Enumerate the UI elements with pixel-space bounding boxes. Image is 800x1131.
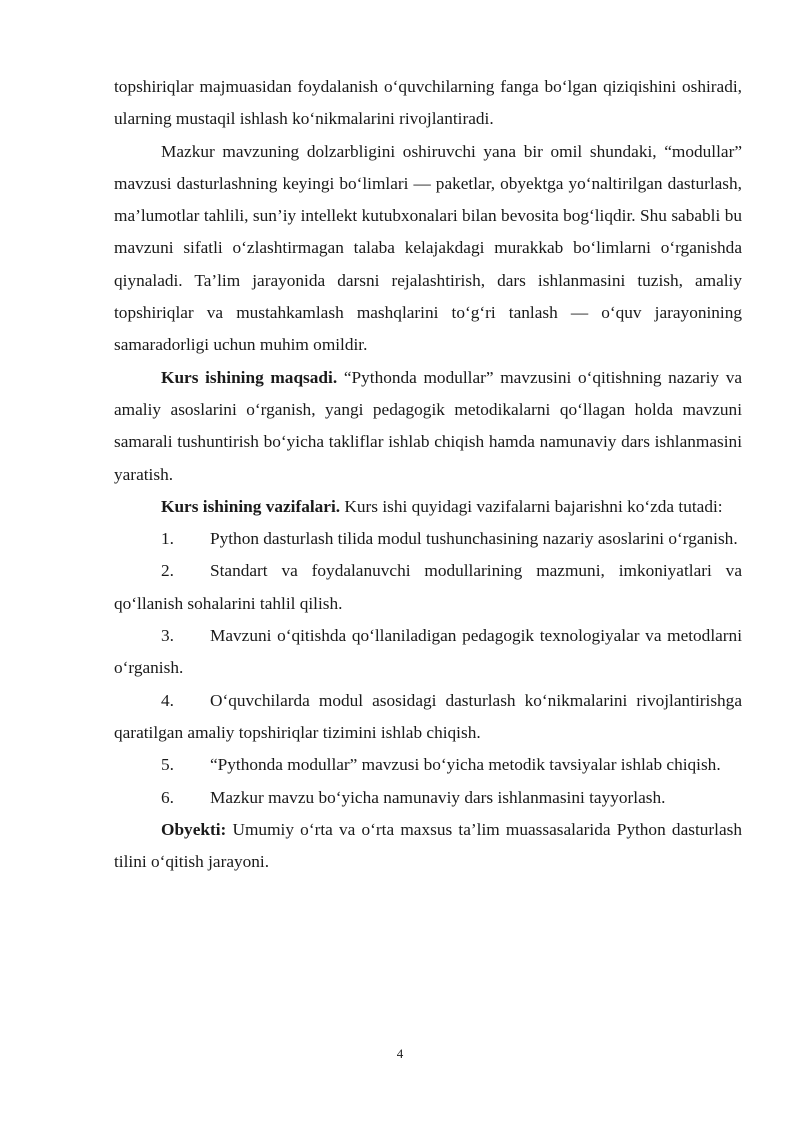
- paragraph-relevance: Mazkur mavzuning dolzarbligini oshiruvchi yana bir omil shundaki, “modullar” mavzusi dasturlashning keyingi bo‘limlari — paketlar, obyektga yo‘naltirilgan dasturlash, ma’lumotlar tahlili, sun’iy intellekt kutubxonalari bilan bevosita bog‘liqdir. Shu sababli bu mavzuni sifatli o‘zlashtirmagan talaba kelajakdagi murakkab bo‘limlarni o‘rganishda qiynaladi. Ta’lim jarayonida darsni rejalashtirish, dars ishlanmasini tuzish, amaliy topshiriqlar va mustahkamlash mashqlarini to‘g‘ri tanlash — o‘quv jarayonining samaradorligi uchun muhim omildir.: [114, 141, 742, 355]
- list-item-number: 3.: [161, 626, 174, 646]
- tasks-text: Kurs ishi quyidagi vazifalarni bajarishni ko‘zda tutadi:: [340, 496, 723, 516]
- list-item-text: Standart va foydalanuvchi modullarining mazmuni, imkoniyatlari va qo‘llanish sohalarini tahlil qilish.: [114, 561, 742, 613]
- list-item-number: 1.: [161, 529, 174, 549]
- list-item-text: O‘quvchilarda modul asosidagi dasturlash ko‘nikmalarini rivojlantirishga qaratilgan amaliy topshiriqlar tizimini ishlab chiqish.: [114, 690, 742, 742]
- goal-label: Kurs ishining maqsadi.: [161, 367, 338, 387]
- list-item-text: Python dasturlash tilida modul tushunchasining nazariy asoslarini o‘rganish.: [210, 529, 738, 549]
- object-text: Umumiy o‘rta va o‘rta maxsus ta’lim muassasalarida Python dasturlash tilini o‘qitish jarayoni.: [114, 819, 742, 872]
- goal-text: “Pythonda modullar” mavzusini o‘qitishning nazariy va amaliy asoslarini o‘rganish, yangi pedagogik metodikalarni qo‘llagan holda mavzuni samarali tushuntirish bo‘yicha takliflar ishlab chiqish hamda namunaviy dars ishlanmasini yaratish.: [114, 367, 742, 484]
- paragraph-goal: [114, 362, 742, 491]
- list-item: [114, 555, 742, 620]
- paragraph-continuation: topshiriqlar majmuasidan foydalanish o‘quvchilarning fanga bo‘lgan qiziqishini oshiradi, ularning mustaqil ishlash ko‘nikmalarini rivojlantiradi.: [114, 77, 742, 129]
- paragraph-object: [114, 814, 742, 879]
- list-item-text: Mavzuni o‘qitishda qo‘llaniladigan pedagogik texnologiyalar va metodlarni o‘rganish.: [114, 626, 742, 678]
- list-item-text: Mazkur mavzu bo‘yicha namunaviy dars ishlanmasini tayyorlash.: [210, 787, 666, 807]
- list-item-number: 4.: [161, 690, 174, 710]
- list-item-number: 2.: [161, 561, 174, 581]
- paragraph-tasks: [114, 491, 742, 523]
- task-list: [114, 523, 742, 814]
- object-label: Obyekti:: [161, 819, 227, 839]
- list-item: [114, 523, 742, 555]
- list-item: [114, 620, 742, 685]
- list-item: [114, 749, 742, 781]
- list-item: [114, 782, 742, 814]
- list-item-text: “Pythonda modullar” mavzusi bo‘yicha metodik tavsiyalar ishlab chiqish.: [210, 755, 721, 775]
- page-body: [114, 71, 742, 878]
- list-item: [114, 685, 742, 750]
- tasks-label: Kurs ishining vazifalari.: [161, 496, 341, 516]
- page-number: 4: [396, 1046, 404, 1061]
- list-item-number: 5.: [161, 755, 174, 775]
- list-item-number: 6.: [161, 787, 174, 807]
